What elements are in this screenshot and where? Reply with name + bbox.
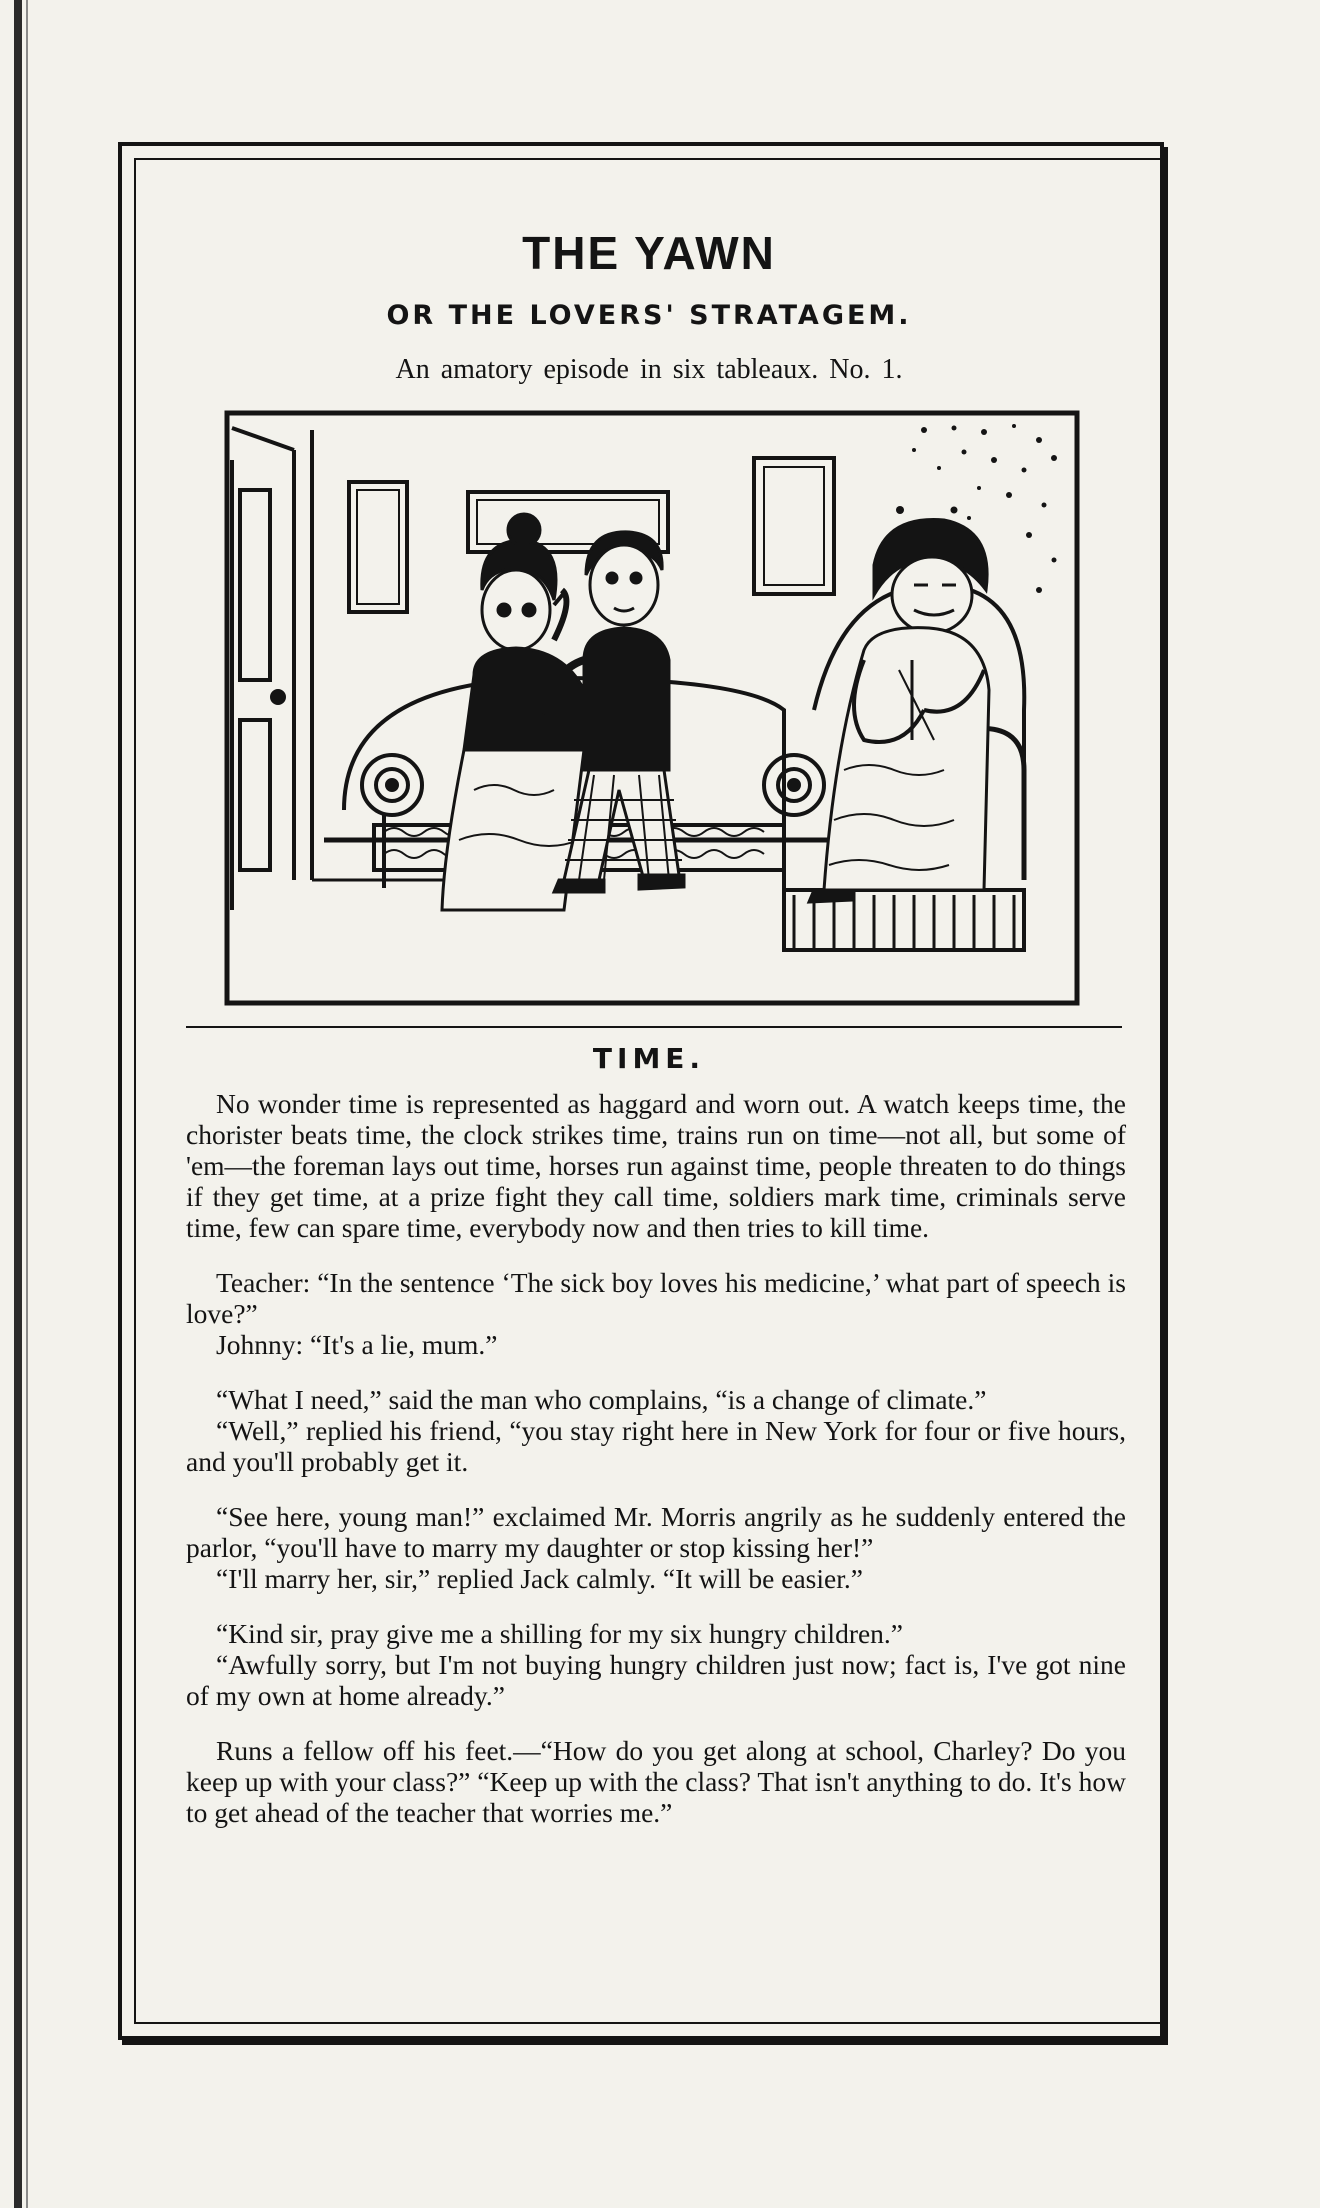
joke-line: “Well,” replied his friend, “you stay right here in New York for four or five hours, and you'll probably get it. (186, 1415, 1126, 1477)
section-divider (186, 1026, 1122, 1028)
joke-line: Johnny: “It's a lie, mum.” (216, 1329, 498, 1360)
joke-line: Teacher: “In the sentence ‘The sick boy loves his medicine,’ what part of speech is love?” (186, 1267, 1126, 1329)
parlor-scene-illustration (224, 410, 1080, 1006)
book-binding-edge (14, 0, 22, 2208)
joke-line: “Kind sir, pray give me a shilling for my six hungry children.” (216, 1618, 904, 1649)
episode-caption: An amatory episode in six tableaux. No. 1. (395, 354, 903, 385)
article-body (186, 1088, 1126, 1828)
page-content (134, 158, 1164, 2024)
page-title: THE YAWN (522, 227, 776, 279)
joke-line: “I'll marry her, sir,” replied Jack calmly. “It will be easier.” (216, 1563, 863, 1594)
joke-line: Runs a fellow off his feet.—“How do you get along at school, Charley? Do you keep up with your class?” “Keep up with the class? That isn't anything to do. It's how to get ahead of the teacher that worries me.” (186, 1735, 1126, 1828)
book-binding-line (26, 0, 28, 2208)
section-heading: TIME. (592, 1042, 706, 1075)
joke-line: “What I need,” said the man who complains, “is a change of climate.” (216, 1384, 987, 1415)
joke-line: “Awfully sorry, but I'm not buying hungry children just now; fact is, I've got nine of my own at home already.” (186, 1649, 1126, 1711)
page-subtitle: OR THE LOVERS' STRATAGEM. (386, 300, 912, 331)
joke-line: “See here, young man!” exclaimed Mr. Morris angrily as he suddenly entered the parlor, “you'll have to marry my daughter or stop kissing her!” (186, 1501, 1126, 1563)
intro-paragraph: No wonder time is represented as haggard and worn out. A watch keeps time, the chorister beats time, the clock strikes time, trains run on time—not all, but some of 'em—the foreman lays out time, horses run against time, people threaten to do things if they get time, at a prize fight they call time, soldiers mark time, criminals serve time, few can spare time, everybody now and then tries to kill time. (186, 1088, 1126, 1243)
